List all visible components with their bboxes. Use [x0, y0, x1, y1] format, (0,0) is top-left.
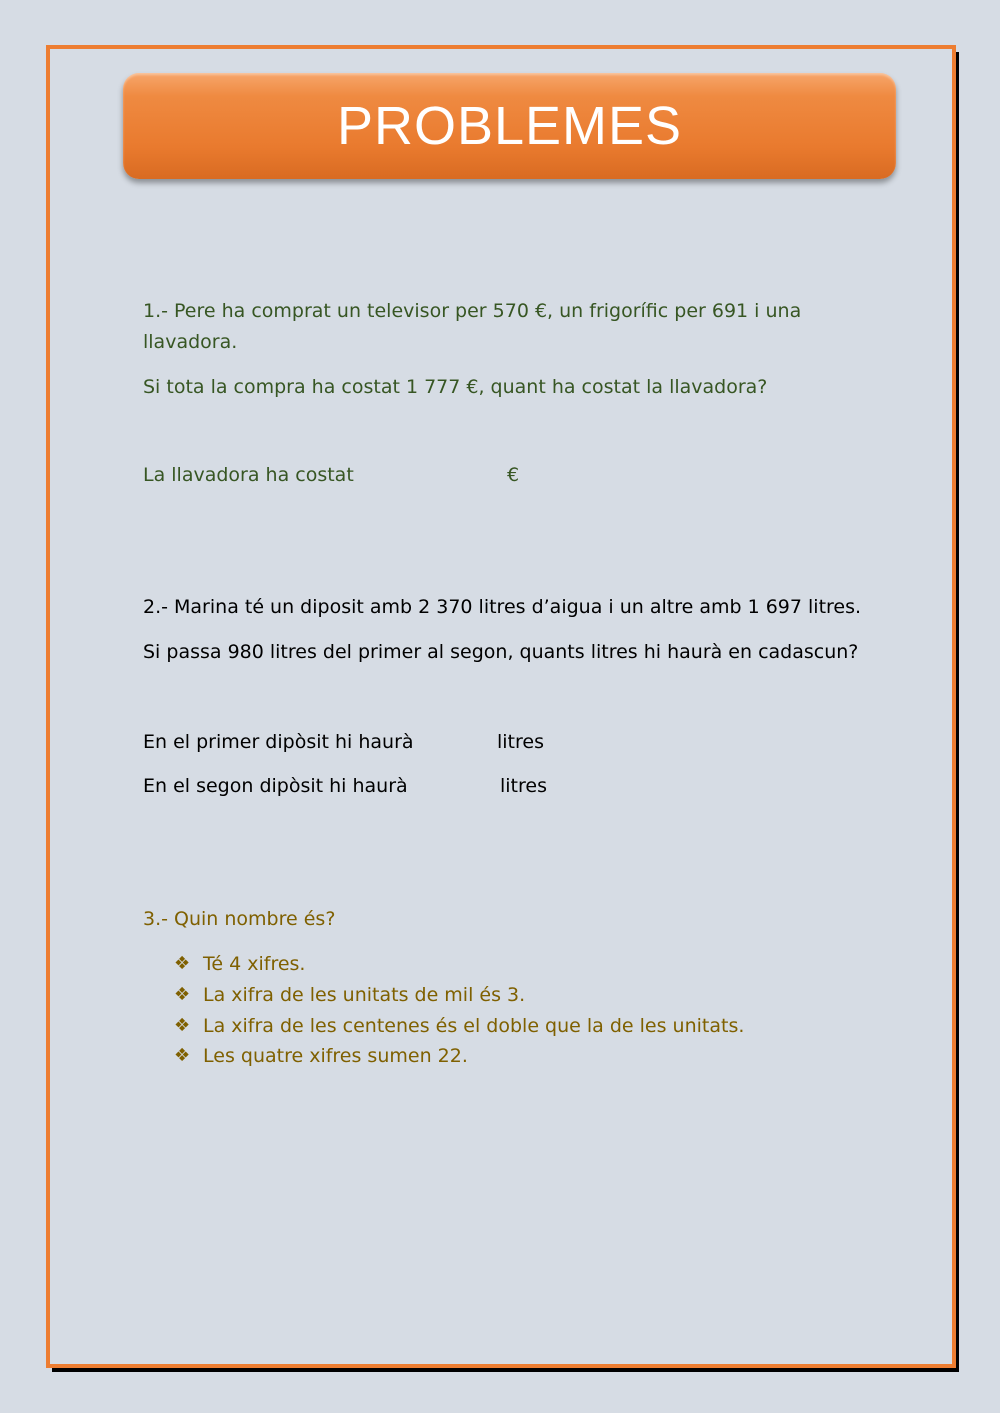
problem3-question: 3.- Quin nombre és?: [143, 908, 336, 930]
problem2-question: Si passa 980 litres del primer al segon, quants litres hi haurà en cadascun?: [143, 641, 859, 663]
problem2-answer1-unit: litres: [497, 731, 544, 753]
problem3-clue: Té 4 xifres.: [203, 953, 306, 975]
page-title: PROBLEMES: [336, 96, 683, 156]
problem2-statement: 2.- Marina té un diposit amb 2 370 litres d’aigua i un altre amb 1 697 litres.: [143, 596, 862, 618]
four-diamond-bullet-icon: ❖: [174, 984, 191, 1005]
problem3-clue: La xifra de les unitats de mil és 3.: [203, 984, 526, 1006]
problem1-statement-line1: 1.- Pere ha comprat un televisor per 570 €, un frigorífic per 691 i una: [143, 300, 802, 322]
four-diamond-bullet-icon: ❖: [174, 953, 191, 974]
four-diamond-bullet-icon: ❖: [174, 1015, 191, 1036]
problem1-answer-label: La llavadora ha costat: [143, 464, 354, 486]
problem3-clue: Les quatre xifres sumen 22.: [203, 1045, 468, 1067]
problem1-question: Si tota la compra ha costat 1 777 €, quant ha costat la llavadora?: [143, 376, 768, 398]
page-frame: [46, 45, 956, 1368]
problem2-answer2-unit: litres: [500, 775, 547, 797]
four-diamond-bullet-icon: ❖: [174, 1045, 191, 1066]
problem2-answer1-label: En el primer dipòsit hi haurà: [143, 731, 414, 753]
problem2-answer2-label: En el segon dipòsit hi haurà: [143, 775, 408, 797]
title-banner: [123, 73, 896, 179]
problem3-clue: La xifra de les centenes és el doble que la de les unitats.: [203, 1015, 745, 1037]
problem1-statement-line2: llavadora.: [143, 331, 238, 353]
problem1-answer-unit: €: [507, 464, 520, 486]
